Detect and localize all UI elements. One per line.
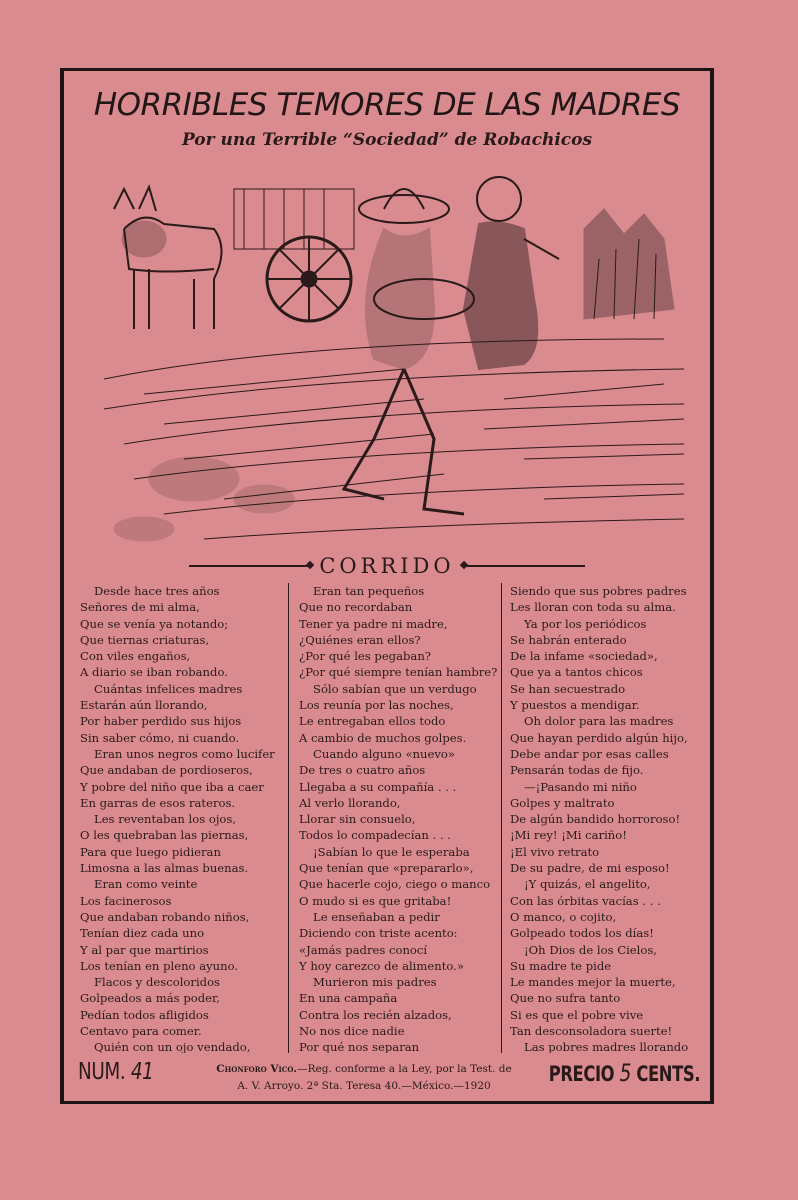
verse-line: Los tenían en pleno ayuno.: [80, 958, 239, 973]
footer: [64, 1057, 710, 1101]
verse-line: Tener ya padre ni madre,: [299, 616, 448, 631]
verse-line: A cambio de muchos golpes.: [299, 730, 467, 745]
ornament-rule-left: [189, 565, 309, 567]
verse-line: Que tiernas criaturas,: [80, 632, 210, 647]
verse-line: Con viles engaños,: [80, 649, 191, 664]
verse-line: ¿Por qué les pegaban?: [299, 649, 432, 664]
border-frame: [60, 68, 714, 1104]
verse-line: Golpeado todos los días!: [510, 926, 654, 941]
verse-line: Y puestos a mendigar.: [510, 698, 640, 713]
verse-line: ¡Mi rey! ¡Mi cariño!: [510, 828, 627, 843]
verse-line: Limosna a las almas buenas.: [80, 861, 249, 876]
num-label: NUM.: [78, 1059, 126, 1085]
verse-columns: [78, 583, 706, 1053]
verse-line: Estarán aún llorando,: [80, 698, 208, 713]
verse-line: Todos lo compadecían . . .: [299, 828, 451, 843]
verse-column-2: [288, 583, 502, 1053]
verse-line: ¡Oh Dios de los Cielos,: [524, 942, 657, 957]
verse-line: Y hoy carezco de alimento.»: [299, 958, 464, 973]
imprint-line-2: A. V. Arroyo. 2ª Sta. Teresa 40.—México.—1920: [237, 1080, 491, 1092]
verse-line: Y pobre del niño que iba a caer: [80, 779, 264, 794]
printer-name: Chonforo Vico.: [216, 1063, 298, 1075]
verse-line: Tan desconsoladora suerte!: [510, 1024, 673, 1039]
verse-line: No nos dice nadie: [299, 1024, 405, 1039]
verse-line: Se han secuestrado: [510, 681, 626, 696]
verse-line: A diario se iban robando.: [80, 665, 228, 680]
verse-line: Sin saber cómo, ni cuando.: [80, 730, 240, 745]
verse-line: Por qué nos separan: [299, 1040, 420, 1053]
verse-line: Los reunía por las noches,: [299, 698, 454, 713]
verse-line: Murieron mis padres: [313, 975, 437, 990]
verse-line: Las pobres madres llorando: [524, 1040, 689, 1053]
verse-line: ¿Quiénes eran ellos?: [299, 632, 421, 647]
verse-line: Contra los recién alzados,: [299, 1007, 452, 1022]
verse-line: Que ya a tantos chicos: [510, 665, 643, 680]
verse-line: Llegaba a su compañía . . .: [299, 779, 457, 794]
verse-line: Se habrán enterado: [510, 632, 627, 647]
verse-column-1: [78, 583, 288, 1053]
verse-line: Al verlo llorando,: [299, 795, 401, 810]
verse-line: Ya por los periódicos: [524, 616, 647, 631]
verse-line: De tres o cuatro años: [299, 763, 426, 778]
verse-line: Que andaban robando niños,: [80, 909, 250, 924]
corrido-heading: [64, 553, 710, 579]
num-value: 41: [130, 1059, 154, 1085]
verse-line: Golpes y maltrato: [510, 795, 615, 810]
verse-line: Si es que el pobre vive: [510, 1007, 644, 1022]
verse-line: ¿Por qué siempre tenían hambre?: [299, 665, 498, 680]
verse-line: Que andaban de pordioseros,: [80, 763, 253, 778]
verse-line: Tenían diez cada uno: [80, 926, 205, 941]
verse-line: Con las órbitas vacías . . .: [510, 893, 661, 908]
verse-line: Cuántas infelices madres: [94, 681, 243, 696]
imprint: [184, 1061, 544, 1095]
verse-line: Debe andar por esas calles: [510, 746, 669, 761]
verse-line: De algún bandido horroroso!: [510, 812, 681, 827]
verse-line: Oh dolor para las madres: [524, 714, 674, 729]
verse-line: De la infame «sociedad»,: [510, 649, 658, 664]
verse-line: Flacos y descoloridos: [94, 975, 221, 990]
verse-line: Que tenían que «prepararlo»,: [299, 861, 474, 876]
verse-line: Le entregaban ellos todo: [299, 714, 446, 729]
price-value: 5: [619, 1059, 631, 1087]
verse-line: Y al par que martirios: [80, 942, 209, 957]
section-heading: CORRIDO: [319, 554, 455, 578]
verse-line: Para que luego pidieran: [80, 844, 221, 859]
verse-line: —¡Pasando mi niño: [524, 779, 637, 794]
verse-line: «Jamás padres conocí: [299, 942, 428, 957]
issue-number: [78, 1059, 153, 1085]
verse-line: Que se venía ya notando;: [80, 616, 229, 631]
verse-line: ¡El vivo retrato: [510, 844, 600, 859]
verse-line: Los facinerosos: [80, 893, 172, 908]
verse-line: Cuando alguno «nuevo»: [313, 746, 455, 761]
verse-line: ¡Sabían lo que le esperaba: [313, 844, 470, 859]
verse-line: Diciendo con triste acento:: [299, 926, 458, 941]
verse-line: En garras de esos rateros.: [80, 795, 236, 810]
verse-line: Golpeados a más poder,: [80, 991, 220, 1006]
verse-line: Que no recordaban: [299, 600, 413, 615]
price-unit: CENTS.: [636, 1062, 700, 1086]
verse-line: Eran tan pequeños: [313, 584, 425, 598]
verse-line: Quién con un ojo vendado,: [94, 1040, 251, 1053]
verse-line: O mudo si es que gritaba!: [299, 893, 452, 908]
verse-line: Eran unos negros como lucifer: [94, 746, 275, 761]
verse-line: Por haber perdido sus hijos: [80, 714, 242, 729]
verse-line: Su madre te pide: [510, 958, 612, 973]
verse-line: Centavo para comer.: [80, 1024, 202, 1039]
verse-line: Que no sufra tanto: [510, 991, 621, 1006]
verse-line: Pensarán todas de fijo.: [510, 763, 644, 778]
verse-line: Desde hace tres años: [94, 584, 220, 598]
verse-line: O manco, o cojito,: [510, 909, 617, 924]
verse-line: Que hayan perdido algún hijo,: [510, 730, 688, 745]
page-title: HORRIBLES TEMORES DE LAS MADRES: [93, 87, 681, 123]
verse-line: Pedían todos afligidos: [80, 1007, 209, 1022]
verse-line: Señores de mi alma,: [80, 600, 200, 615]
verse-line: ¡Y quizás, el angelito,: [524, 877, 651, 892]
ornament-rule-right: [465, 565, 585, 567]
imprint-line-1: —Reg. conforme a la Ley, por la Test. de: [297, 1063, 512, 1075]
verse-line: Le enseñaban a pedir: [313, 909, 440, 924]
verse-column-3: [502, 583, 706, 1053]
price-label: PRECIO: [548, 1062, 615, 1086]
verse-line: Siendo que sus pobres padres: [510, 584, 687, 598]
verse-line: De su padre, de mi esposo!: [510, 861, 670, 876]
verse-line: Sólo sabían que un verdugo: [313, 681, 477, 696]
price: [549, 1059, 700, 1087]
verse-line: En una campaña: [299, 991, 398, 1006]
verse-line: Que hacerle cojo, ciego o manco: [299, 877, 491, 892]
verse-line: O les quebraban las piernas,: [80, 828, 249, 843]
verse-line: Les reventaban los ojos,: [94, 812, 237, 827]
verse-line: Les lloran con toda su alma.: [510, 600, 676, 615]
verse-line: Le mandes mejor la muerte,: [510, 975, 676, 990]
verse-line: Eran como veinte: [94, 877, 198, 892]
verse-line: Llorar sin consuelo,: [299, 812, 416, 827]
woodcut-illustration: [104, 169, 684, 549]
page-subtitle: Por una Terrible “Sociedad” de Robachicos: [181, 130, 593, 150]
